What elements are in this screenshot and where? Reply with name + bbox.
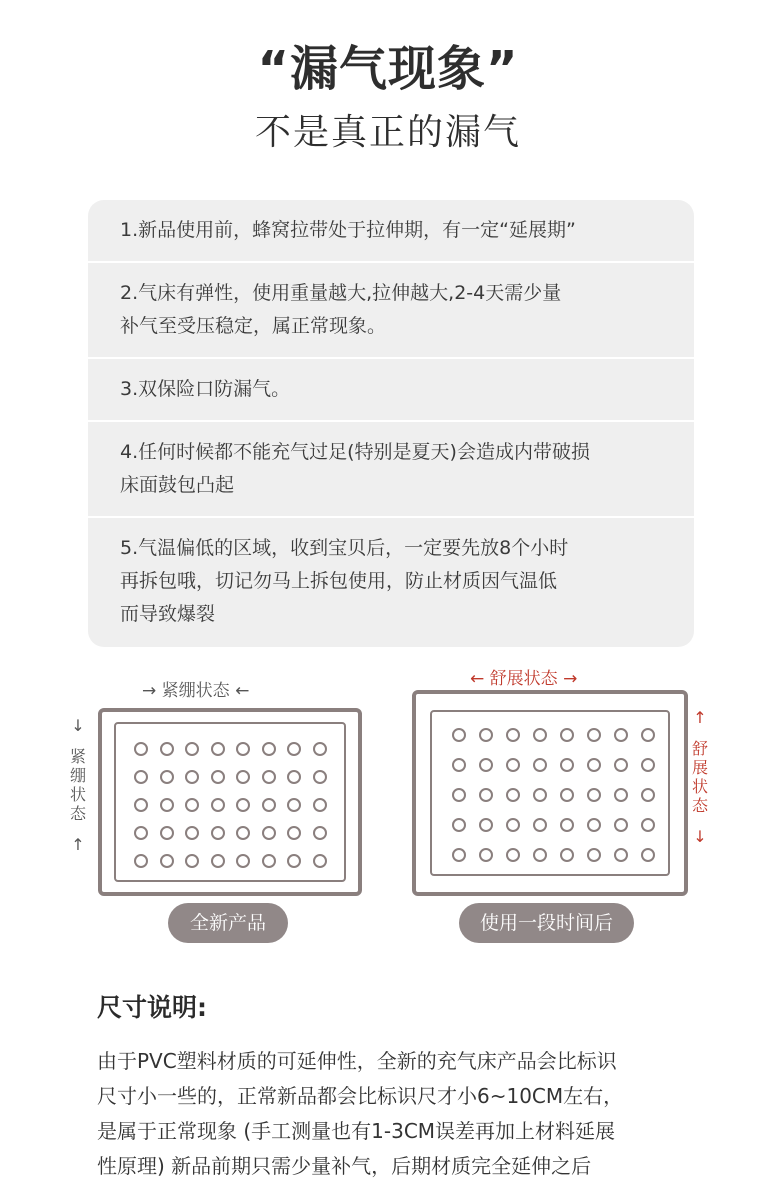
- arrow-left-icon: ←: [470, 669, 485, 689]
- air-cell-dot: [560, 758, 574, 772]
- air-cell-dot: [452, 728, 466, 742]
- air-cell-dot: [262, 798, 276, 812]
- air-cell-dot: [313, 826, 327, 840]
- note-line: 而导致爆裂: [120, 603, 216, 625]
- air-cell-dot: [160, 770, 174, 784]
- air-cell-dot: [560, 728, 574, 742]
- used-product-mattress: [412, 690, 688, 896]
- air-cell-dot: [185, 854, 199, 868]
- note-line: 4.任何时候都不能充气过足(特别是夏天)会造成内带破损: [120, 441, 590, 463]
- air-cell-dot: [614, 728, 628, 742]
- air-cell-dot: [287, 798, 301, 812]
- air-cell-dot: [236, 826, 250, 840]
- arrow-down-icon: ↓: [71, 716, 85, 735]
- arrow-right-icon: →: [563, 669, 578, 689]
- air-cell-dot: [211, 798, 225, 812]
- stretch-side-label-text: 舒展状态: [691, 739, 708, 815]
- mattress-inner: [114, 722, 346, 882]
- air-cell-dot: [313, 742, 327, 756]
- air-cell-dot: [614, 818, 628, 832]
- air-cell-dot: [160, 826, 174, 840]
- air-cell-dot: [533, 818, 547, 832]
- air-cell-dot: [614, 848, 628, 862]
- note-4: [88, 422, 694, 518]
- air-cell-dot: [614, 758, 628, 772]
- air-cell-dot: [452, 788, 466, 802]
- arrow-up-icon: ↑: [71, 835, 85, 854]
- air-cell-dot: [560, 818, 574, 832]
- air-cell-dot: [262, 742, 276, 756]
- air-cell-dot: [506, 728, 520, 742]
- note-line: 1.新品使用前，蜂窝拉带处于拉伸期，有一定“延展期”: [120, 219, 576, 241]
- air-cell-dot: [560, 848, 574, 862]
- size-line: 是属于正常现象 (手工测量也有1-3CM误差再加上材料延展: [97, 1119, 616, 1143]
- air-cell-dot: [641, 848, 655, 862]
- air-cell-dot: [236, 770, 250, 784]
- air-cell-dot: [211, 854, 225, 868]
- air-cell-dot: [160, 798, 174, 812]
- air-cell-dot: [287, 854, 301, 868]
- tight-side-label-text: 紧绷状态: [69, 747, 86, 823]
- note-line: 3.双保险口防漏气。: [120, 378, 291, 400]
- note-line: 5.气温偏低的区域，收到宝贝后，一定要先放8个小时: [120, 537, 569, 559]
- air-cell-dot: [313, 854, 327, 868]
- air-cell-dot: [533, 788, 547, 802]
- air-cell-dot: [185, 798, 199, 812]
- size-line: 尺寸小一些的，正常新品都会比标识尺才小6~10CM左右，: [97, 1084, 624, 1108]
- new-product-mattress: [98, 708, 362, 896]
- air-cell-dot: [313, 770, 327, 784]
- stretch-side-label: [690, 708, 710, 846]
- air-cell-dot: [134, 770, 148, 784]
- air-cell-dot: [185, 826, 199, 840]
- air-cell-dot: [211, 826, 225, 840]
- air-cell-dot: [641, 818, 655, 832]
- air-cell-dot: [287, 770, 301, 784]
- air-cell-dot: [134, 854, 148, 868]
- air-cell-dot: [452, 758, 466, 772]
- size-line: 性原理) 新品前期只需少量补气，后期材质完全延伸之后: [97, 1154, 592, 1178]
- air-cell-dot: [185, 770, 199, 784]
- air-cell-dot: [560, 788, 574, 802]
- note-1: [88, 200, 694, 263]
- air-cell-dot: [587, 848, 601, 862]
- notes-panel: [88, 200, 694, 647]
- air-cell-dot: [452, 848, 466, 862]
- air-cell-dot: [262, 826, 276, 840]
- air-cell-dot: [479, 848, 493, 862]
- air-cell-dot: [587, 818, 601, 832]
- air-cell-dot: [614, 788, 628, 802]
- air-cell-dot: [236, 854, 250, 868]
- tight-top-label: [142, 676, 249, 701]
- air-cell-dot: [506, 788, 520, 802]
- note-line: 补气至受压稳定，属正常现象。: [120, 315, 387, 337]
- air-cell-dot: [506, 848, 520, 862]
- air-cell-dot: [313, 798, 327, 812]
- air-cell-dot: [160, 742, 174, 756]
- arrow-up-icon: ↑: [693, 708, 707, 727]
- new-product-caption: 全新产品: [168, 903, 288, 943]
- air-cell-dot: [533, 848, 547, 862]
- air-cell-dot: [262, 854, 276, 868]
- size-heading: 尺寸说明:: [97, 993, 207, 1022]
- air-cell-dot: [641, 728, 655, 742]
- size-line: 由于PVC塑料材质的可延伸性，全新的充气床产品会比标识: [97, 1049, 617, 1073]
- air-cell-dot: [641, 788, 655, 802]
- air-cell-dot: [211, 770, 225, 784]
- air-cell-dot: [533, 728, 547, 742]
- air-cell-dot: [452, 818, 466, 832]
- page-subtitle: 不是真正的漏气: [254, 112, 521, 153]
- used-product-caption: 使用一段时间后: [459, 903, 634, 943]
- stretch-top-label: [470, 664, 577, 689]
- arrow-down-icon: ↓: [693, 827, 707, 846]
- tight-side-label: [68, 716, 88, 854]
- mattress-inner: [430, 710, 670, 876]
- air-cell-dot: [533, 758, 547, 772]
- air-cell-dot: [479, 788, 493, 802]
- air-cell-dot: [506, 818, 520, 832]
- air-cell-dot: [587, 788, 601, 802]
- air-cell-dot: [479, 818, 493, 832]
- note-line: 2.气床有弹性，使用重量越大,拉伸越大,2-4天需少量: [120, 282, 562, 304]
- air-cell-dot: [506, 758, 520, 772]
- air-cell-dot: [287, 826, 301, 840]
- air-cell-dot: [134, 742, 148, 756]
- size-description: [97, 1044, 707, 1184]
- page-title: “漏气现象”: [257, 41, 519, 97]
- tight-top-label-text: 紧绷状态: [161, 681, 230, 701]
- air-cell-dot: [236, 742, 250, 756]
- air-cell-dot: [587, 728, 601, 742]
- air-cell-dot: [479, 758, 493, 772]
- air-cell-dot: [134, 826, 148, 840]
- note-5: [88, 518, 694, 647]
- note-2: [88, 263, 694, 359]
- air-cell-dot: [185, 742, 199, 756]
- stretch-top-label-text: 舒展状态: [489, 669, 558, 689]
- air-cell-dot: [262, 770, 276, 784]
- air-cell-dot: [641, 758, 655, 772]
- air-cell-dot: [287, 742, 301, 756]
- arrow-right-icon: →: [142, 681, 157, 701]
- arrow-left-icon: ←: [235, 681, 250, 701]
- air-cell-dot: [160, 854, 174, 868]
- air-cell-dot: [211, 742, 225, 756]
- air-cell-dot: [479, 728, 493, 742]
- air-cell-dot: [587, 758, 601, 772]
- note-line: 床面鼓包凸起: [120, 474, 235, 496]
- note-line: 再拆包哦，切记勿马上拆包使用，防止材质因气温低: [120, 570, 558, 592]
- air-cell-dot: [236, 798, 250, 812]
- note-3: [88, 359, 694, 422]
- air-cell-dot: [134, 798, 148, 812]
